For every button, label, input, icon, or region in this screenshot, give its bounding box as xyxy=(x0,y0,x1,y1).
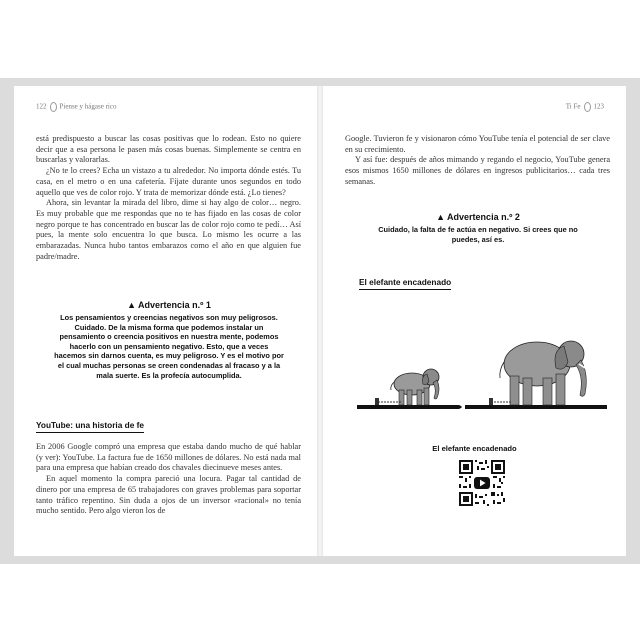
paragraph: En aquel momento la compra pareció una locura. Pagar tal cantidad de dinero por una empresa de 65 trabajadores con graves problemas para soportar tanto tráfico repentino. Sin duda a ojos de un inversor «racional» no tenía mucho sentido. Pero algo vieron los de xyxy=(36,474,301,516)
left-section-text xyxy=(36,442,301,517)
left-book-title: Piense y hágase rico xyxy=(59,102,117,111)
right-page xyxy=(323,86,626,556)
warning-box-1 xyxy=(54,300,284,380)
qr-code-icon[interactable] xyxy=(459,460,505,506)
play-icon xyxy=(474,477,490,489)
warning-box-2 xyxy=(373,212,583,244)
warning-title: ▲ Advertencia n.º 2 xyxy=(436,212,520,222)
left-running-header xyxy=(36,102,116,112)
right-intro-text xyxy=(345,134,610,188)
oval-ornament-icon xyxy=(584,102,591,112)
left-page xyxy=(14,86,317,556)
chained-elephant-illustration xyxy=(357,332,607,418)
paragraph: Google. Tuvieron fe y visionaron cómo YouTube tenía el potencial de ser clave en su crecimiento. xyxy=(345,134,610,154)
adult-elephant-icon xyxy=(489,341,586,405)
warning-title: ▲ Advertencia n.º 1 xyxy=(127,300,211,310)
paragraph: Y así fue: después de años mimando y regando el negocio, YouTube genera esos mismos 1650 millones de dólares en ingresos publicitarios… cada tres semanas. xyxy=(345,155,610,186)
warning-triangle-icon: ▲ xyxy=(127,300,137,310)
paragraph: ¿No te lo crees? Echa un vistazo a tu alrededor. No importa dónde estés. Tu casa, en el metro o en una cafetería. Fíjate durante unos segundos en todo aquello que ves de color rojo. Y trata de memorizar dónde está. ¿Lo tienes? xyxy=(36,166,301,197)
baby-elephant-icon xyxy=(375,369,439,405)
paragraph: En 2006 Google compró una empresa que estaba dando mucho de qué hablar (y ver): YouTube. La factura fue de 1650 millones de dólares. No está nada mal para una empresa que habían creado dos chavales diecinueve meses antes. xyxy=(36,442,301,473)
right-page-number: 123 xyxy=(593,102,604,111)
warning-text: Los pensamientos y creencias negativos son muy peligrosos. Cuidado. De la misma forma que podemos instalar un pensamiento o creencia positivos en nuestra mente, podemos hacerlo con un pensamiento negativo. Esto, que a veces hacemos sin darnos cuenta, es muy peligroso. Y es el motivo por el cual muchas personas se creen condenadas al fracaso y a la mala suerte. Es la profecía autocumplida. xyxy=(54,313,284,380)
warning-text: Cuidado, la falta de fe actúa en negativo. Si crees que no puedes, así es. xyxy=(378,225,578,244)
warning-triangle-icon: ▲ xyxy=(436,212,446,222)
oval-ornament-icon xyxy=(50,102,57,112)
paragraph: está predispuesto a buscar las cosas positivas que lo rodean. Esto no quiere decir que a esa persona le pasen más cosas buenas. Simplemente se centra en buscarlas y valorarlas. xyxy=(36,134,301,165)
left-page-number: 122 xyxy=(36,102,47,111)
left-intro-text xyxy=(36,134,301,262)
right-chapter-title: Ti Fe xyxy=(565,102,581,111)
section-title-elephant: El elefante encadenado xyxy=(359,277,451,290)
section-title-youtube: YouTube: una historia de fe xyxy=(36,420,144,433)
qr-caption: El elefante encadenado xyxy=(432,444,517,453)
paragraph: Ahora, sin levantar la mirada del libro, dime si hay algo de color… negro. Es muy probable que me respondas que no te has fijado en las cosas de color negro porque te has concentrado en buscar las de color rojo como te pedí… Así pues, la mente solo encuentra lo que busca. Lo mismo les ocurre a las embarazadas. Nunca hubo tantos embarazos como el año en que alguien fue padre/madre. xyxy=(36,198,301,261)
right-running-header xyxy=(566,102,604,112)
